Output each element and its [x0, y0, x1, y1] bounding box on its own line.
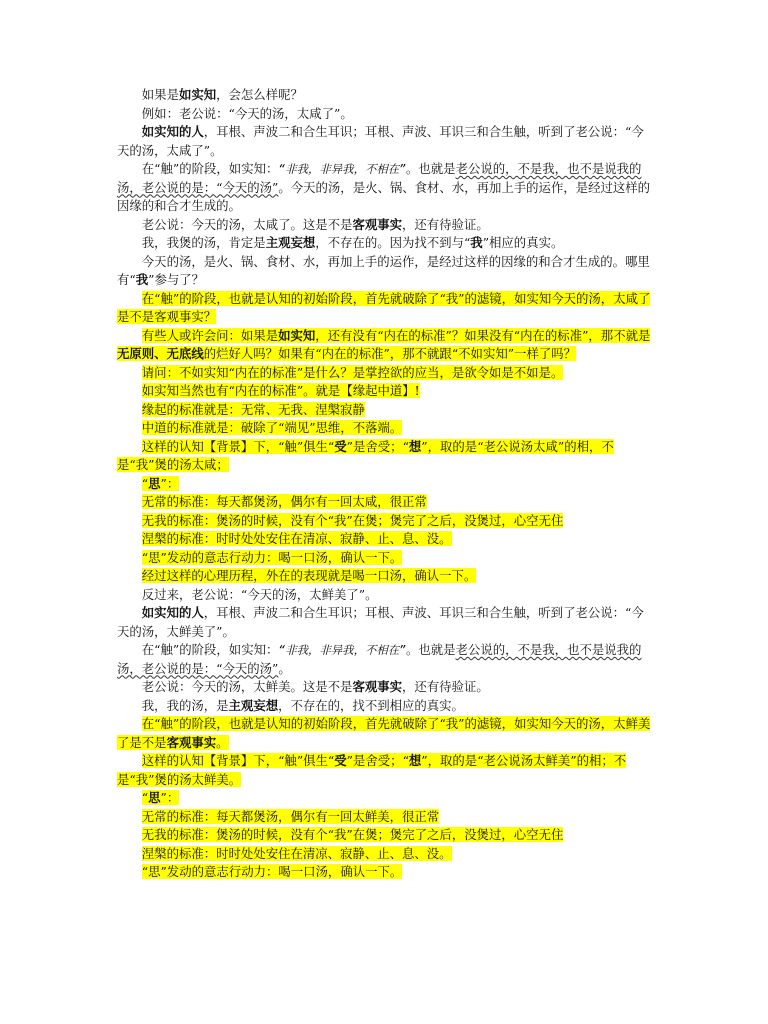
- text-run: 有些人或许会问：如果是: [141, 327, 279, 343]
- bold-text: 思: [148, 475, 161, 491]
- bold-text: 主观妄想: [265, 235, 316, 250]
- text-run: 这样的认知【背景】下，“触”俱生“: [141, 753, 335, 768]
- bold-text: 客观事实: [352, 216, 402, 232]
- paragraph: [117, 160, 653, 216]
- bold-text: 无原则、无底线: [117, 346, 204, 361]
- paragraph: [117, 86, 653, 105]
- text-run: ，耳根、声波二和合生耳识；耳根、声波、耳识三和合生触，听到了老公说：“今天的汤，太咸了”。: [117, 124, 644, 158]
- highlighted-paragraph: [117, 419, 653, 438]
- text-run: 这样的认知【背景】下，“触”俱生“: [141, 438, 335, 454]
- text-run: “: [141, 790, 149, 805]
- bold-text: 想: [408, 438, 422, 454]
- text-run: ，耳根、声波二和合生耳识；耳根、声波、耳识三和合生触，听到了老公说：“今天的汤，太鲜美了”。: [117, 605, 644, 639]
- highlighted-paragraph: [117, 475, 653, 494]
- text-run: 在“触”的阶段，也就是认知的初始阶段，首先就破除了“我”的滤镜，如实知今天的汤，太鲜美了是不是: [117, 716, 651, 750]
- underlined-text: 老公说的，不是我，也不是说我的汤，老公说的是：“今天的汤”: [117, 161, 642, 195]
- highlighted-paragraph: [117, 438, 653, 475]
- paragraph: [117, 105, 653, 124]
- paragraph: [117, 697, 653, 716]
- text-run: 如实知当然也有“内在的标准”。就是【缘起中道】!: [141, 383, 420, 398]
- text-run: 。: [278, 660, 291, 676]
- highlighted-paragraph: [117, 549, 653, 568]
- quoted-phrase: “非我，非异我，不相在”: [278, 162, 406, 176]
- text-run: 例如：老公说：“今天的汤，太咸了”。: [141, 105, 353, 121]
- text-run: 无常的标准：每天都煲汤，偶尔有一回太鲜美，很正常: [141, 808, 440, 824]
- bold-text: 受: [334, 753, 347, 768]
- highlighted-paragraph: [117, 382, 653, 401]
- bold-text: 思: [148, 790, 161, 805]
- text-run: 在“触”的阶段，如实知：: [141, 161, 279, 176]
- text-run: 今天的汤，是火、锅、食材、水，再加上手的运作，是经过这样的因缘的和合才生成的。哪里有“: [117, 253, 650, 287]
- highlighted-paragraph: [117, 493, 653, 512]
- highlighted-paragraph: [117, 845, 653, 864]
- highlighted-paragraph: [117, 789, 653, 808]
- text-run: ”，取的是“老公说汤太鲜美”的相；不是“我”煲的汤太鲜美。: [117, 753, 627, 787]
- highlighted-paragraph: [117, 512, 653, 531]
- text-run: 老公说：今天的汤，太鲜美。这是不是: [141, 679, 353, 694]
- bold-text: 客观事实: [166, 734, 217, 750]
- text-run: 缘起的标准就是：无常、无我、涅槃寂静: [141, 401, 365, 417]
- bold-text: 如实知: [278, 327, 316, 343]
- text-run: 在“触”的阶段，也就是认知的初始阶段，首先就破除了“我”的滤镜，如实知今天的汤，太咸了是不是客观事实？: [117, 290, 651, 324]
- text-run: 。也就是: [406, 161, 456, 176]
- highlighted-paragraph: [117, 752, 653, 789]
- text-run: 如果是: [141, 87, 179, 102]
- text-run: ，还有没有“内在的标准”？如果没有“内在的标准”，那不就是: [315, 327, 651, 343]
- highlighted-paragraph: [117, 364, 653, 383]
- text-run: ，会怎么样呢？: [216, 87, 303, 102]
- bold-text: 想: [408, 753, 422, 768]
- paragraph: [117, 678, 653, 697]
- bold-text: 受: [334, 438, 347, 454]
- text-run: “思”发动的意志行动力：喝一口汤，确认一下。: [141, 549, 403, 565]
- text-run: ”是舍受；“: [346, 438, 409, 454]
- quoted-phrase: “非我，非异我，不相在”: [278, 643, 406, 657]
- bold-text: 如实知的人: [141, 124, 204, 139]
- paragraph: [117, 586, 653, 605]
- text-run: ”：: [160, 475, 180, 491]
- text-run: 在“触”的阶段，如实知：: [141, 642, 279, 657]
- text-run: 无我的标准：煲汤的时候，没有个“我”在煲；煲完了之后，没煲过，心空无住: [141, 512, 564, 528]
- highlighted-paragraph: [117, 401, 653, 420]
- text-run: 请问：不如实知“内在的标准”是什么？是掌控欲的应当，是欲令如是不如是。: [141, 364, 564, 380]
- bold-text: 如实知的人: [141, 605, 204, 620]
- bold-text: 如实知: [178, 87, 217, 102]
- highlighted-paragraph: [117, 327, 653, 364]
- text-run: 。: [216, 734, 229, 750]
- document-body: [117, 86, 653, 882]
- highlighted-paragraph: [117, 530, 653, 549]
- text-run: ”：: [160, 790, 180, 805]
- text-run: 反过来，老公说：“今天的汤，太鲜美了”。: [141, 586, 378, 602]
- highlighted-paragraph: [117, 863, 653, 882]
- text-run: 的烂好人吗？如果有“内在的标准”，那不就跟“不如实知”一样了吗？: [203, 346, 577, 361]
- text-run: 我，我煲的汤，肯定是: [141, 235, 266, 250]
- highlighted-paragraph: [117, 567, 653, 586]
- paragraph: [117, 216, 653, 235]
- text-run: ”参与了？: [148, 272, 205, 287]
- text-run: 中道的标准就是：破除了“端见”思维，不落端。: [141, 420, 403, 435]
- bold-text: 我: [470, 235, 483, 250]
- bold-text: 我: [135, 272, 149, 287]
- bold-text: 客观事实: [352, 679, 402, 694]
- text-run: 无我的标准：煲汤的时候，没有个“我”在煲；煲完了之后，没煲过，心空无住: [141, 827, 564, 842]
- paragraph: [117, 641, 653, 678]
- text-run: 老公说：今天的汤，太咸了。这是不是: [141, 216, 353, 232]
- text-run: ”是舍受；“: [346, 753, 409, 768]
- text-run: ，还有待验证。: [402, 216, 489, 232]
- paragraph: [117, 253, 653, 290]
- text-run: ”相应的真实。: [482, 235, 564, 250]
- text-run: ”，取的是“老公说汤太咸”的相，不是“我”煲的汤太咸；: [117, 438, 614, 472]
- underlined-text: 老公说的，不是我，也不是说我的汤，老公说的是：“今天的汤”: [117, 642, 642, 676]
- paragraph: [117, 604, 653, 641]
- text-run: 。今天的汤，是火、锅、食材、水，再加上手的运作，是经过这样的因缘的和合才生成的。: [117, 179, 651, 213]
- text-run: 我，我的汤，是: [141, 697, 229, 713]
- highlighted-paragraph: [117, 808, 653, 827]
- text-run: 涅槃的标准：时时处处安住在清凉、寂静、止、息、没。: [141, 845, 452, 861]
- paragraph: [117, 123, 653, 160]
- text-run: 经过这样的心理历程，外在的表现就是喝一口汤，确认一下。: [141, 568, 477, 583]
- text-run: ，还有待验证。: [402, 679, 489, 694]
- text-run: 涅槃的标准：时时处处安住在清凉、寂静、止、息、没。: [141, 531, 452, 546]
- bold-text: 主观妄想: [228, 697, 279, 713]
- text-run: ，不存在的，找不到相应的真实。: [278, 697, 464, 713]
- text-run: “: [141, 475, 149, 491]
- paragraph: [117, 234, 653, 253]
- text-run: 。也就是: [406, 642, 456, 657]
- highlighted-paragraph: [117, 715, 653, 752]
- text-run: “思”发动的意志行动力：喝一口汤，确认一下。: [141, 864, 403, 879]
- text-run: ，不存在的。因为找不到与“: [315, 235, 471, 250]
- highlighted-paragraph: [117, 826, 653, 845]
- highlighted-paragraph: [117, 290, 653, 327]
- text-run: 无常的标准：每天都煲汤，偶尔有一回太咸，很正常: [141, 494, 427, 509]
